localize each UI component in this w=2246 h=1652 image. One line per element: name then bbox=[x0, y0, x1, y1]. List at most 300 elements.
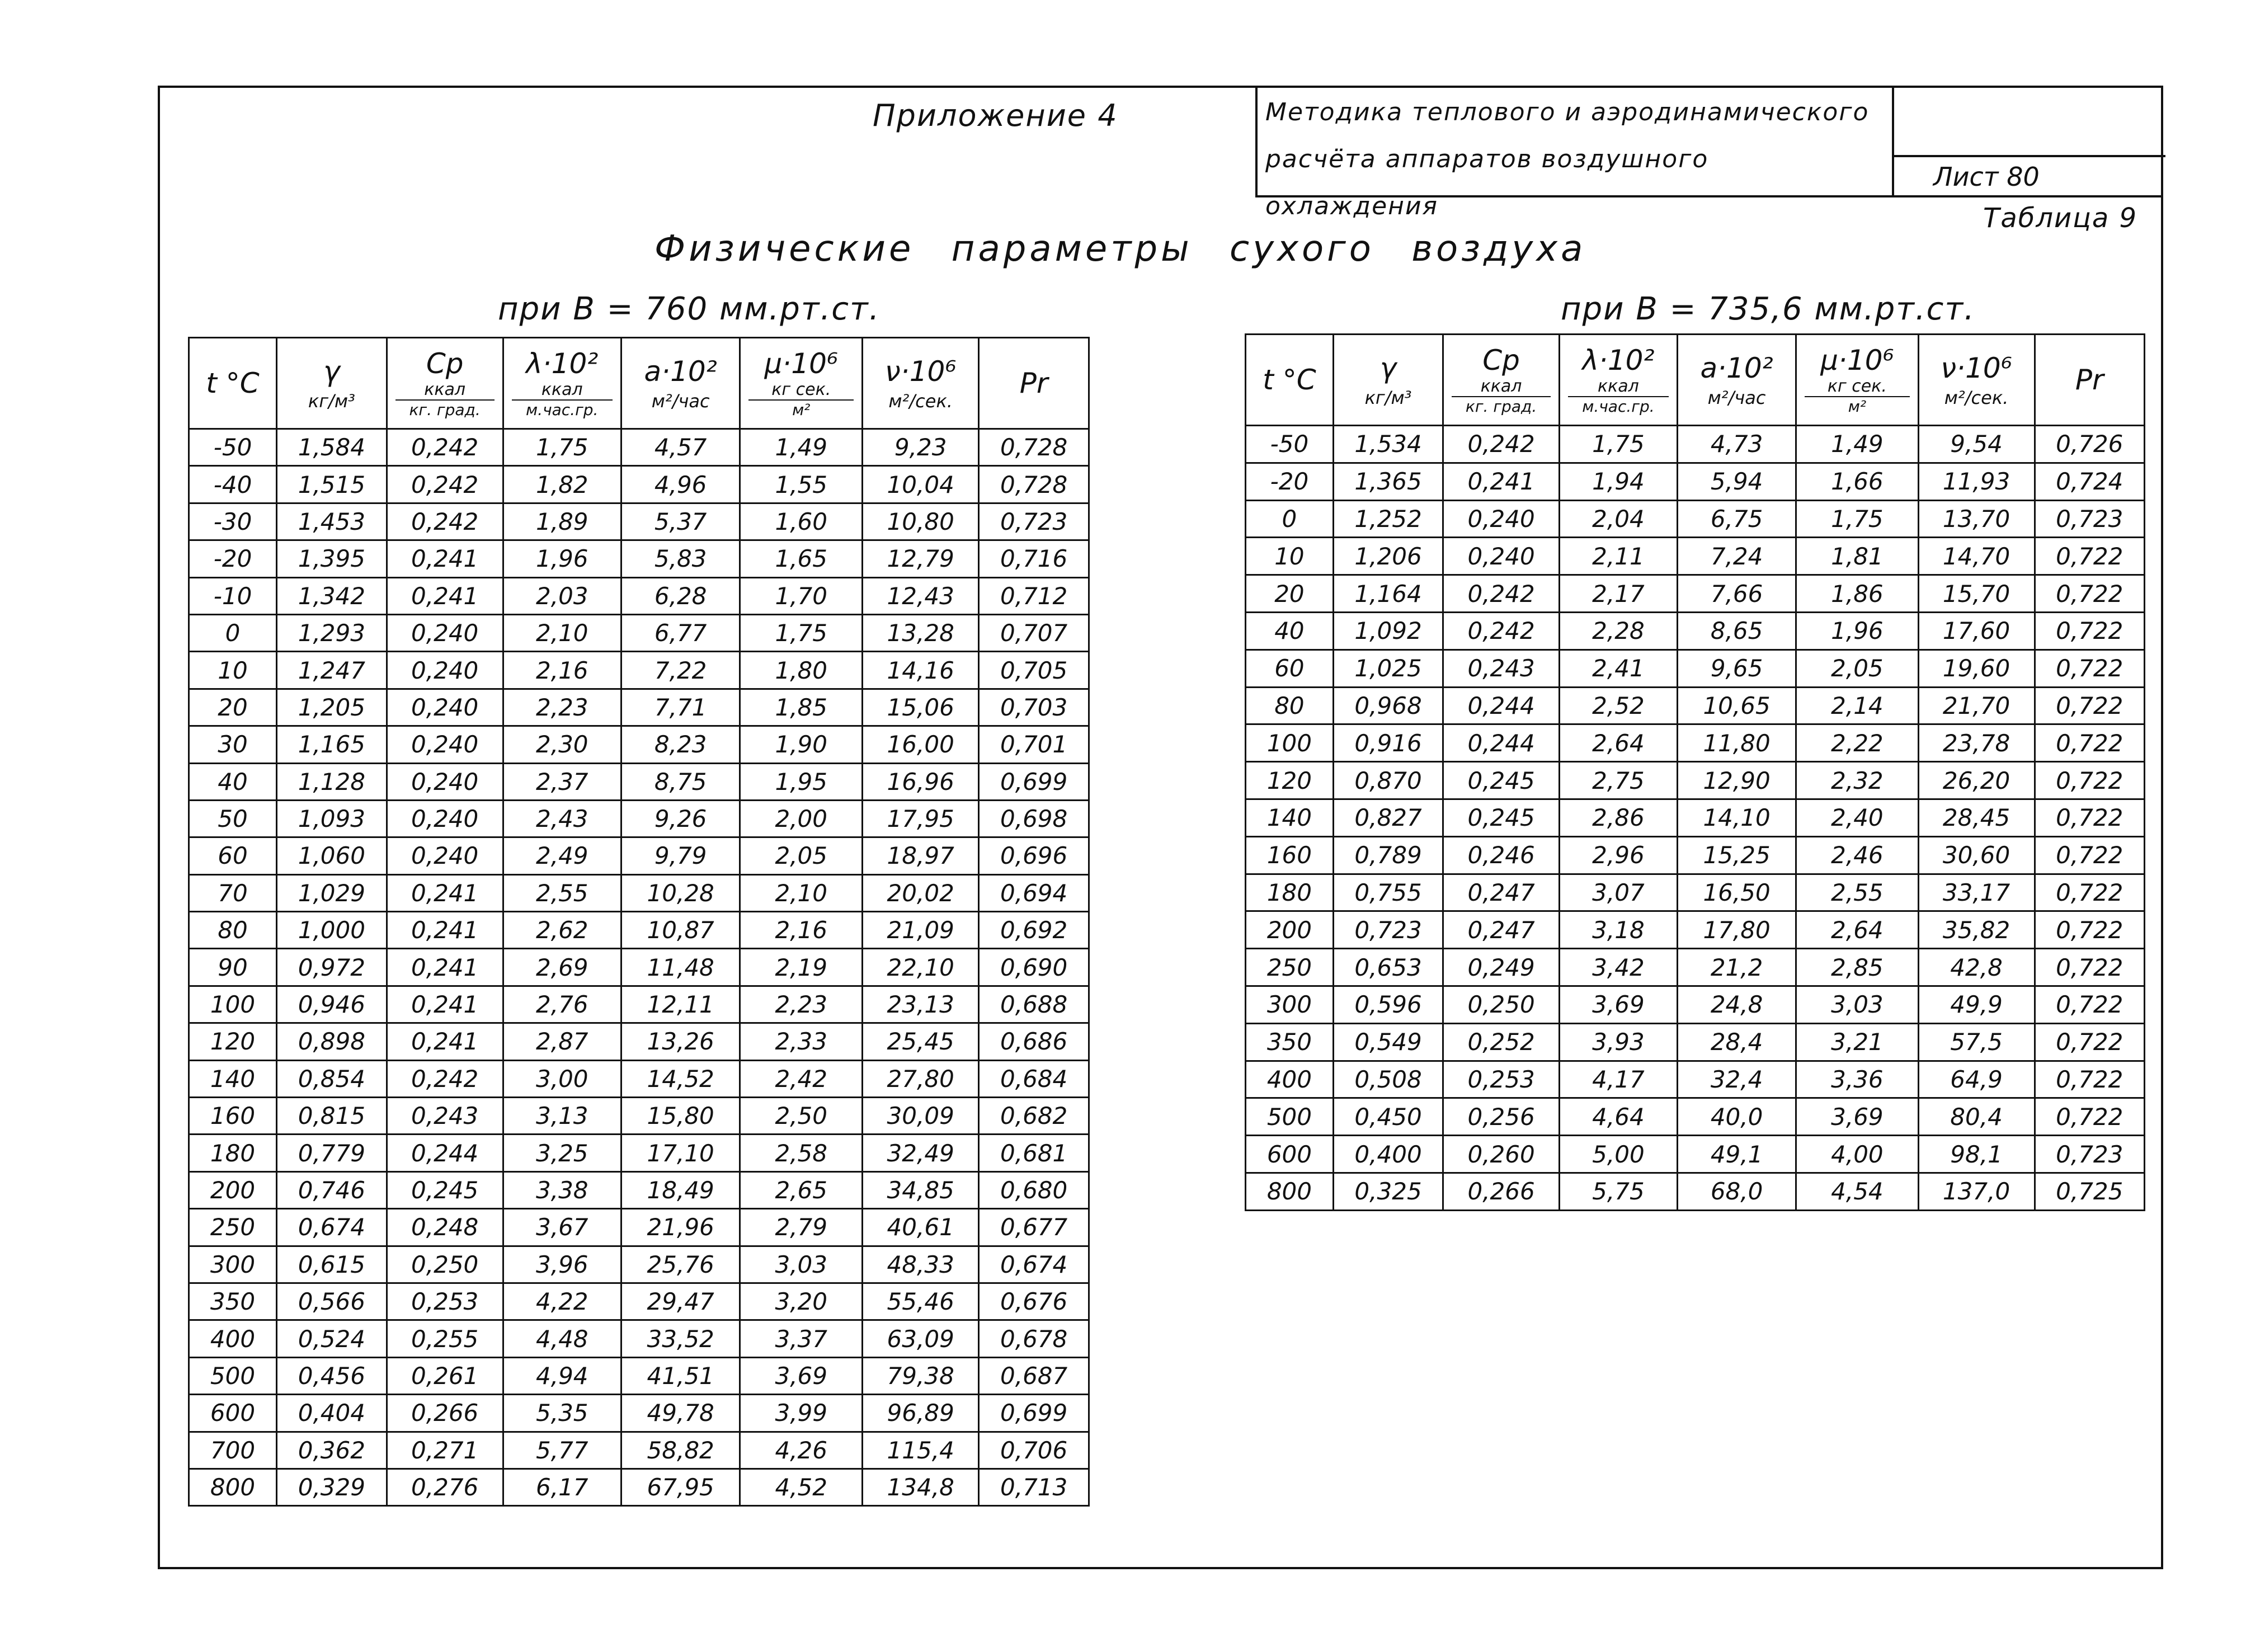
cell-a: 18,49 bbox=[621, 1171, 740, 1208]
cell-gamma: 0,329 bbox=[277, 1469, 387, 1505]
cell-a: 29,47 bbox=[621, 1283, 740, 1320]
cell-pr: 0,722 bbox=[2035, 911, 2144, 949]
cell-t: -30 bbox=[189, 503, 277, 540]
cell-cp: 0,242 bbox=[387, 1060, 503, 1097]
cell-a: 12,11 bbox=[621, 986, 740, 1023]
table-row bbox=[189, 614, 1089, 651]
cell-mu: 1,66 bbox=[1796, 463, 1918, 500]
cell-pr: 0,722 bbox=[2035, 538, 2144, 575]
cell-mu: 4,54 bbox=[1796, 1173, 1918, 1210]
cell-cp: 0,261 bbox=[387, 1357, 503, 1394]
table-row bbox=[1246, 1023, 2145, 1061]
cell-gamma: 0,898 bbox=[277, 1023, 387, 1060]
cell-pr: 0,690 bbox=[979, 949, 1089, 986]
cell-nu: 12,79 bbox=[863, 540, 979, 577]
cell-cp: 0,243 bbox=[387, 1098, 503, 1135]
cell-a: 4,96 bbox=[621, 466, 740, 503]
cell-a: 15,80 bbox=[621, 1098, 740, 1135]
cell-lambda: 3,93 bbox=[1559, 1023, 1677, 1061]
table-row bbox=[1246, 1173, 2145, 1210]
cell-pr: 0,722 bbox=[2035, 687, 2144, 724]
cell-t: 100 bbox=[1246, 724, 1334, 762]
cell-gamma: 1,342 bbox=[277, 577, 387, 614]
cell-a: 6,77 bbox=[621, 614, 740, 651]
cell-a: 21,96 bbox=[621, 1209, 740, 1246]
cell-gamma: 0,450 bbox=[1333, 1098, 1443, 1136]
cell-a: 4,73 bbox=[1677, 426, 1796, 463]
cell-t: -50 bbox=[189, 429, 277, 466]
cell-a: 14,52 bbox=[621, 1060, 740, 1097]
cell-a: 40,0 bbox=[1677, 1098, 1796, 1136]
cell-a: 7,66 bbox=[1677, 575, 1796, 613]
header-a-a: a·10² bbox=[644, 355, 717, 388]
cell-pr: 0,726 bbox=[2035, 426, 2144, 463]
header-pr bbox=[2035, 335, 2144, 426]
cell-pr: 0,703 bbox=[979, 689, 1089, 726]
cell-nu: 32,49 bbox=[863, 1135, 979, 1171]
cell-t: 120 bbox=[189, 1023, 277, 1060]
cell-mu: 2,46 bbox=[1796, 836, 1918, 874]
cell-lambda: 2,23 bbox=[503, 689, 621, 726]
cell-a: 7,71 bbox=[621, 689, 740, 726]
cell-a: 6,28 bbox=[621, 577, 740, 614]
cell-mu: 1,60 bbox=[740, 503, 863, 540]
cell-gamma: 0,827 bbox=[1333, 799, 1443, 836]
cell-cp: 0,248 bbox=[387, 1209, 503, 1246]
cell-gamma: 1,252 bbox=[1333, 500, 1443, 538]
table-row bbox=[189, 726, 1089, 763]
cell-nu: 17,95 bbox=[863, 800, 979, 837]
cell-gamma: 0,815 bbox=[277, 1098, 387, 1135]
cell-gamma: 1,060 bbox=[277, 837, 387, 874]
cell-lambda: 2,17 bbox=[1559, 575, 1677, 613]
cell-pr: 0,722 bbox=[2035, 799, 2144, 836]
cell-t: 0 bbox=[189, 614, 277, 651]
cell-t: 250 bbox=[1246, 949, 1334, 986]
table-row bbox=[1246, 836, 2145, 874]
cell-a: 11,48 bbox=[621, 949, 740, 986]
cell-pr: 0,681 bbox=[979, 1135, 1089, 1171]
cell-nu: 13,28 bbox=[863, 614, 979, 651]
header-lambda-lambda: λ·10² bbox=[1582, 344, 1655, 376]
cell-gamma: 1,165 bbox=[277, 726, 387, 763]
cell-pr: 0,677 bbox=[979, 1209, 1089, 1246]
cell-gamma: 0,653 bbox=[1333, 949, 1443, 986]
cell-cp: 0,241 bbox=[387, 1023, 503, 1060]
cell-t: 500 bbox=[1246, 1098, 1334, 1136]
cell-mu: 3,20 bbox=[740, 1283, 863, 1320]
cell-nu: 64,9 bbox=[1918, 1061, 2035, 1098]
cell-cp: 0,240 bbox=[1443, 538, 1560, 575]
cell-cp: 0,266 bbox=[1443, 1173, 1560, 1210]
cell-gamma: 0,524 bbox=[277, 1320, 387, 1357]
cell-mu: 4,00 bbox=[1796, 1136, 1918, 1173]
cell-mu: 2,23 bbox=[740, 986, 863, 1023]
cell-cp: 0,260 bbox=[1443, 1136, 1560, 1173]
cell-t: 200 bbox=[189, 1171, 277, 1208]
table-row bbox=[1246, 612, 2145, 649]
cell-cp: 0,241 bbox=[387, 874, 503, 911]
header-a-a-unit: м²/час bbox=[651, 390, 710, 412]
cell-t: 90 bbox=[189, 949, 277, 986]
cell-gamma: 1,584 bbox=[277, 429, 387, 466]
cell-lambda: 2,37 bbox=[503, 763, 621, 800]
header-mu bbox=[740, 338, 863, 429]
cell-t: 800 bbox=[1246, 1173, 1334, 1210]
table-row bbox=[1246, 949, 2145, 986]
cell-cp: 0,242 bbox=[387, 503, 503, 540]
cell-t: 700 bbox=[189, 1432, 277, 1469]
table-row bbox=[189, 1209, 1089, 1246]
cell-t: 100 bbox=[189, 986, 277, 1023]
table-row bbox=[1246, 799, 2145, 836]
cell-lambda: 5,00 bbox=[1559, 1136, 1677, 1173]
table-row bbox=[1246, 463, 2145, 500]
header-t bbox=[189, 338, 277, 429]
table-row bbox=[189, 1171, 1089, 1208]
table-row bbox=[189, 1283, 1089, 1320]
cell-t: 180 bbox=[189, 1135, 277, 1171]
cell-gamma: 0,723 bbox=[1333, 911, 1443, 949]
header-t-t: t °C bbox=[1263, 364, 1316, 396]
cell-mu: 1,96 bbox=[1796, 612, 1918, 649]
cell-mu: 3,03 bbox=[1796, 986, 1918, 1023]
cell-gamma: 1,092 bbox=[1333, 612, 1443, 649]
cell-lambda: 3,18 bbox=[1559, 911, 1677, 949]
cell-t: 600 bbox=[1246, 1136, 1334, 1173]
cell-nu: 27,80 bbox=[863, 1060, 979, 1097]
header-nu bbox=[863, 338, 979, 429]
table-row bbox=[1246, 649, 2145, 687]
cell-a: 7,24 bbox=[1677, 538, 1796, 575]
cell-pr: 0,707 bbox=[979, 614, 1089, 651]
cell-nu: 18,97 bbox=[863, 837, 979, 874]
cell-a: 21,2 bbox=[1677, 949, 1796, 986]
header-lambda-lambda-top: ккал bbox=[512, 380, 613, 401]
header-gamma-gamma: γ bbox=[1379, 352, 1397, 384]
header-nu-nu: ν·10⁶ bbox=[884, 355, 957, 388]
cell-mu: 3,03 bbox=[740, 1246, 863, 1283]
cell-nu: 42,8 bbox=[1918, 949, 2035, 986]
cell-a: 9,65 bbox=[1677, 649, 1796, 687]
header-mu bbox=[1796, 335, 1918, 426]
cell-pr: 0,705 bbox=[979, 652, 1089, 689]
header-row bbox=[189, 338, 1089, 429]
cell-mu: 1,85 bbox=[740, 689, 863, 726]
cell-t: -40 bbox=[189, 466, 277, 503]
cell-nu: 96,89 bbox=[863, 1395, 979, 1432]
cell-t: 40 bbox=[189, 763, 277, 800]
cell-pr: 0,722 bbox=[2035, 724, 2144, 762]
cell-nu: 23,78 bbox=[1918, 724, 2035, 762]
cell-mu: 2,50 bbox=[740, 1098, 863, 1135]
table-row bbox=[189, 652, 1089, 689]
cell-cp: 0,244 bbox=[1443, 687, 1560, 724]
cell-cp: 0,247 bbox=[1443, 874, 1560, 911]
cell-nu: 21,09 bbox=[863, 912, 979, 949]
header-pr-pr: Pr bbox=[2075, 364, 2104, 396]
cell-lambda: 3,42 bbox=[1559, 949, 1677, 986]
cell-cp: 0,255 bbox=[387, 1320, 503, 1357]
header-cp-cp-bot: кг. град. bbox=[409, 401, 481, 419]
cell-lambda: 3,00 bbox=[503, 1060, 621, 1097]
table-row bbox=[1246, 724, 2145, 762]
cell-cp: 0,253 bbox=[387, 1283, 503, 1320]
cell-gamma: 1,293 bbox=[277, 614, 387, 651]
table-row bbox=[189, 800, 1089, 837]
cell-cp: 0,245 bbox=[387, 1171, 503, 1208]
cell-pr: 0,699 bbox=[979, 1395, 1089, 1432]
cell-nu: 10,04 bbox=[863, 466, 979, 503]
table-row bbox=[189, 1060, 1089, 1097]
cell-cp: 0,242 bbox=[1443, 612, 1560, 649]
cell-lambda: 2,03 bbox=[503, 577, 621, 614]
cell-t: -50 bbox=[1246, 426, 1334, 463]
cell-mu: 1,86 bbox=[1796, 575, 1918, 613]
cell-nu: 115,4 bbox=[863, 1432, 979, 1469]
cell-a: 67,95 bbox=[621, 1469, 740, 1505]
cell-a: 49,78 bbox=[621, 1395, 740, 1432]
cell-gamma: 0,972 bbox=[277, 949, 387, 986]
cell-t: 80 bbox=[189, 912, 277, 949]
cell-mu: 1,70 bbox=[740, 577, 863, 614]
cell-cp: 0,244 bbox=[1443, 724, 1560, 762]
cell-a: 17,80 bbox=[1677, 911, 1796, 949]
cell-nu: 16,96 bbox=[863, 763, 979, 800]
cell-cp: 0,241 bbox=[387, 577, 503, 614]
cell-mu: 1,90 bbox=[740, 726, 863, 763]
cell-mu: 2,55 bbox=[1796, 874, 1918, 911]
cell-a: 15,25 bbox=[1677, 836, 1796, 874]
cell-cp: 0,242 bbox=[387, 429, 503, 466]
cell-nu: 48,33 bbox=[863, 1246, 979, 1283]
header-mu-mu: μ·10⁶ bbox=[1820, 344, 1894, 376]
cell-mu: 2,85 bbox=[1796, 949, 1918, 986]
cell-mu: 3,69 bbox=[740, 1357, 863, 1394]
cell-a: 6,75 bbox=[1677, 500, 1796, 538]
cell-a: 8,65 bbox=[1677, 612, 1796, 649]
cell-nu: 80,4 bbox=[1918, 1098, 2035, 1136]
header-cp-cp: Cp bbox=[1482, 344, 1520, 376]
cell-gamma: 0,789 bbox=[1333, 836, 1443, 874]
cell-nu: 17,60 bbox=[1918, 612, 2035, 649]
cell-pr: 0,723 bbox=[2035, 500, 2144, 538]
cell-lambda: 2,16 bbox=[503, 652, 621, 689]
cell-nu: 30,60 bbox=[1918, 836, 2035, 874]
cell-mu: 2,00 bbox=[740, 800, 863, 837]
cell-cp: 0,240 bbox=[387, 763, 503, 800]
table-row bbox=[1246, 426, 2145, 463]
cell-cp: 0,241 bbox=[387, 949, 503, 986]
cell-t: 350 bbox=[1246, 1023, 1334, 1061]
cell-gamma: 1,453 bbox=[277, 503, 387, 540]
cell-pr: 0,722 bbox=[2035, 649, 2144, 687]
cell-a: 13,26 bbox=[621, 1023, 740, 1060]
cell-t: 180 bbox=[1246, 874, 1334, 911]
cell-lambda: 6,17 bbox=[503, 1469, 621, 1505]
cell-cp: 0,250 bbox=[387, 1246, 503, 1283]
table-row bbox=[189, 1432, 1089, 1469]
cell-mu: 1,81 bbox=[1796, 538, 1918, 575]
cell-pr: 0,698 bbox=[979, 800, 1089, 837]
cell-lambda: 1,89 bbox=[503, 503, 621, 540]
cell-t: 10 bbox=[1246, 538, 1334, 575]
table-row bbox=[1246, 538, 2145, 575]
cell-a: 12,90 bbox=[1677, 762, 1796, 799]
table-row bbox=[189, 1098, 1089, 1135]
cell-lambda: 2,62 bbox=[503, 912, 621, 949]
cell-mu: 1,49 bbox=[1796, 426, 1918, 463]
cell-lambda: 3,25 bbox=[503, 1135, 621, 1171]
cell-cp: 0,240 bbox=[387, 652, 503, 689]
cell-pr: 0,712 bbox=[979, 577, 1089, 614]
cell-t: 0 bbox=[1246, 500, 1334, 538]
table-row bbox=[1246, 911, 2145, 949]
table-row bbox=[1246, 1098, 2145, 1136]
cell-nu: 13,70 bbox=[1918, 500, 2035, 538]
table-row bbox=[189, 1023, 1089, 1060]
cell-gamma: 1,205 bbox=[277, 689, 387, 726]
cell-gamma: 1,000 bbox=[277, 912, 387, 949]
cell-t: 600 bbox=[189, 1395, 277, 1432]
cell-nu: 11,93 bbox=[1918, 463, 2035, 500]
table-row bbox=[1246, 575, 2145, 613]
cell-lambda: 5,75 bbox=[1559, 1173, 1677, 1210]
cell-cp: 0,266 bbox=[387, 1395, 503, 1432]
cell-mu: 1,75 bbox=[1796, 500, 1918, 538]
cell-lambda: 4,48 bbox=[503, 1320, 621, 1357]
cell-lambda: 2,76 bbox=[503, 986, 621, 1023]
cell-mu: 4,26 bbox=[740, 1432, 863, 1469]
table-row bbox=[189, 466, 1089, 503]
cell-gamma: 0,779 bbox=[277, 1135, 387, 1171]
cell-cp: 0,252 bbox=[1443, 1023, 1560, 1061]
cell-lambda: 2,43 bbox=[503, 800, 621, 837]
cell-cp: 0,247 bbox=[1443, 911, 1560, 949]
cell-lambda: 2,87 bbox=[503, 1023, 621, 1060]
cell-cp: 0,242 bbox=[1443, 426, 1560, 463]
cell-gamma: 0,746 bbox=[277, 1171, 387, 1208]
table-row bbox=[1246, 874, 2145, 911]
cell-lambda: 1,96 bbox=[503, 540, 621, 577]
cell-a: 25,76 bbox=[621, 1246, 740, 1283]
cell-cp: 0,256 bbox=[1443, 1098, 1560, 1136]
cell-t: 40 bbox=[1246, 612, 1334, 649]
cell-pr: 0,722 bbox=[2035, 1023, 2144, 1061]
cell-lambda: 1,94 bbox=[1559, 463, 1677, 500]
cell-a: 5,83 bbox=[621, 540, 740, 577]
header-cp-cp-bot: кг. град. bbox=[1465, 397, 1537, 416]
cell-pr: 0,722 bbox=[2035, 1098, 2144, 1136]
table-row bbox=[189, 986, 1089, 1023]
cell-nu: 98,1 bbox=[1918, 1136, 2035, 1173]
appendix-label: Приложение 4 bbox=[873, 98, 1118, 133]
cell-gamma: 1,515 bbox=[277, 466, 387, 503]
cell-lambda: 5,35 bbox=[503, 1395, 621, 1432]
cell-a: 8,75 bbox=[621, 763, 740, 800]
cell-gamma: 0,549 bbox=[1333, 1023, 1443, 1061]
cell-mu: 1,95 bbox=[740, 763, 863, 800]
cell-mu: 2,40 bbox=[1796, 799, 1918, 836]
cell-lambda: 2,11 bbox=[1559, 538, 1677, 575]
header-a-a: a·10² bbox=[1700, 352, 1773, 384]
cell-pr: 0,688 bbox=[979, 986, 1089, 1023]
cell-cp: 0,253 bbox=[1443, 1061, 1560, 1098]
table-row bbox=[189, 1395, 1089, 1432]
cell-a: 9,79 bbox=[621, 837, 740, 874]
cell-t: 800 bbox=[189, 1469, 277, 1505]
cell-pr: 0,724 bbox=[2035, 463, 2144, 500]
header-lambda-lambda-top: ккал bbox=[1568, 377, 1669, 397]
cell-a: 28,4 bbox=[1677, 1023, 1796, 1061]
cell-pr: 0,713 bbox=[979, 1469, 1089, 1505]
cell-t: 350 bbox=[189, 1283, 277, 1320]
cell-lambda: 2,49 bbox=[503, 837, 621, 874]
header-gamma-gamma-unit: кг/м³ bbox=[308, 390, 355, 412]
header-lambda-lambda-bot: м.час.гр. bbox=[1582, 397, 1655, 416]
method-title-line1: Методика теплового и аэродинамического bbox=[1265, 98, 1870, 126]
cell-pr: 0,723 bbox=[2035, 1136, 2144, 1173]
table-row bbox=[189, 503, 1089, 540]
cell-cp: 0,240 bbox=[387, 689, 503, 726]
cell-lambda: 2,86 bbox=[1559, 799, 1677, 836]
cell-a: 41,51 bbox=[621, 1357, 740, 1394]
cell-mu: 2,65 bbox=[740, 1171, 863, 1208]
cell-nu: 35,82 bbox=[1918, 911, 2035, 949]
header-mu-mu-top: кг сек. bbox=[1805, 377, 1909, 397]
cell-lambda: 3,96 bbox=[503, 1246, 621, 1283]
cell-pr: 0,682 bbox=[979, 1098, 1089, 1135]
cell-gamma: 1,029 bbox=[277, 874, 387, 911]
table-row bbox=[189, 912, 1089, 949]
header-pr-pr: Pr bbox=[1019, 367, 1048, 399]
table-row bbox=[189, 763, 1089, 800]
cell-lambda: 3,07 bbox=[1559, 874, 1677, 911]
cell-t: 50 bbox=[189, 800, 277, 837]
cell-mu: 2,10 bbox=[740, 874, 863, 911]
table-row bbox=[189, 1135, 1089, 1171]
header-lambda-lambda: λ·10² bbox=[526, 347, 599, 380]
cell-a: 17,10 bbox=[621, 1135, 740, 1171]
cell-t: 60 bbox=[189, 837, 277, 874]
cell-gamma: 1,164 bbox=[1333, 575, 1443, 613]
cell-pr: 0,722 bbox=[2035, 874, 2144, 911]
cell-nu: 9,23 bbox=[863, 429, 979, 466]
cell-pr: 0,722 bbox=[2035, 575, 2144, 613]
table-row bbox=[189, 874, 1089, 911]
header-row bbox=[1246, 335, 2145, 426]
right-table-header bbox=[1246, 335, 2145, 426]
table-row bbox=[1246, 500, 2145, 538]
cell-t: 200 bbox=[1246, 911, 1334, 949]
cell-t: 300 bbox=[1246, 986, 1334, 1023]
cell-mu: 1,55 bbox=[740, 466, 863, 503]
cell-lambda: 2,10 bbox=[503, 614, 621, 651]
cell-nu: 34,85 bbox=[863, 1171, 979, 1208]
cell-a: 16,50 bbox=[1677, 874, 1796, 911]
cell-mu: 1,49 bbox=[740, 429, 863, 466]
cell-gamma: 1,128 bbox=[277, 763, 387, 800]
cell-nu: 14,70 bbox=[1918, 538, 2035, 575]
cell-lambda: 4,22 bbox=[503, 1283, 621, 1320]
cell-gamma: 0,946 bbox=[277, 986, 387, 1023]
header-lambda bbox=[1559, 335, 1677, 426]
cell-lambda: 2,75 bbox=[1559, 762, 1677, 799]
cell-lambda: 4,17 bbox=[1559, 1061, 1677, 1098]
table-row bbox=[189, 429, 1089, 466]
cell-pr: 0,722 bbox=[2035, 1061, 2144, 1098]
cell-mu: 3,21 bbox=[1796, 1023, 1918, 1061]
